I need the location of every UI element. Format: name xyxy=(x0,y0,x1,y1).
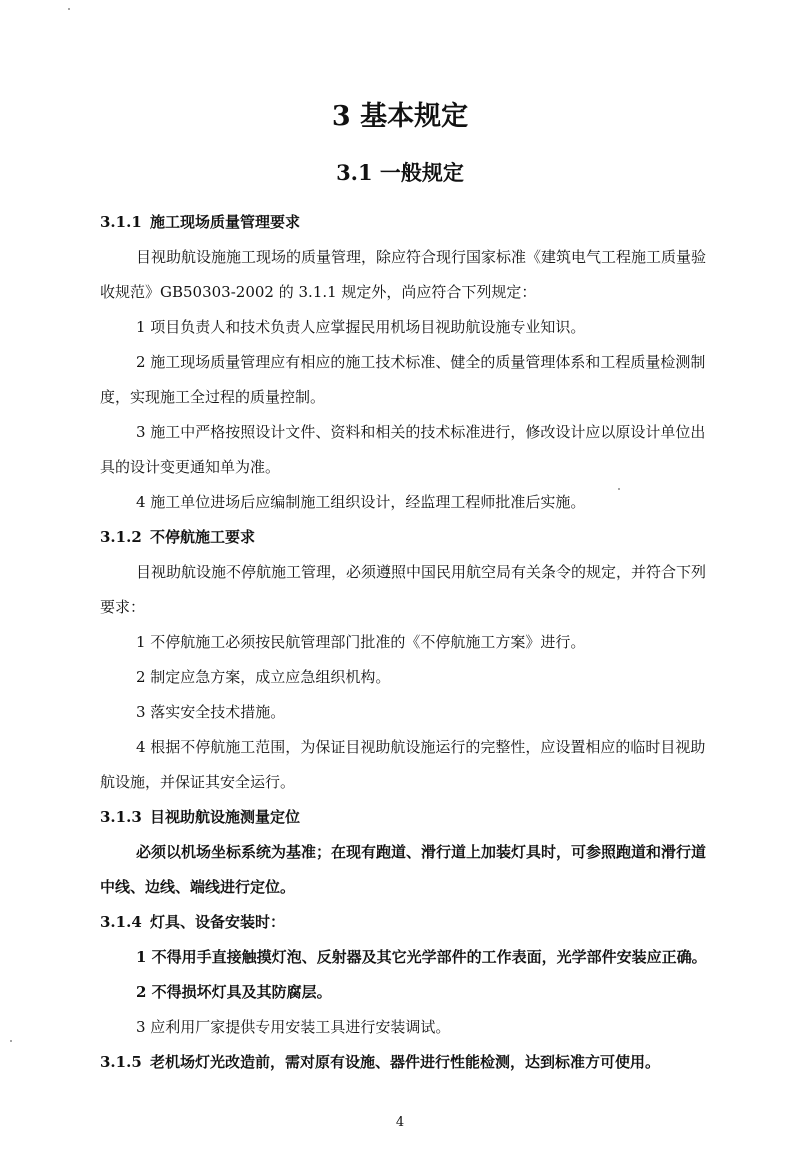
clause-heading xyxy=(100,807,300,827)
paragraph-line: 必须以机场坐标系统为基准；在现有跑道、滑行道上加装灯具时，可参照跑道和滑行道 xyxy=(136,843,707,861)
paragraph-line: 目视助航设施不停航施工管理，必须遵照中国民用航空局有关条令的规定，并符合下列 xyxy=(136,563,707,581)
list-item: 1 不停航施工必须按民航管理部门批准的《不停航施工方案》进行。 xyxy=(136,633,586,651)
list-item-continued: 具的设计变更通知单为准。 xyxy=(100,458,281,476)
paragraph-line: 要求： xyxy=(100,598,146,616)
clause-number: 3.1.2 xyxy=(100,528,142,546)
clause-heading xyxy=(100,912,285,932)
clause-heading xyxy=(100,527,255,547)
list-item: 1 项目负责人和技术负责人应掌握民用机场目视助航设施专业知识。 xyxy=(136,318,586,336)
scan-speck xyxy=(10,1040,12,1042)
chapter-title: 3 基本规定 xyxy=(331,101,469,132)
section-title: 3.1 一般规定 xyxy=(336,160,464,185)
paragraph-line: 收规范》GB50303-2002 的 3.1.1 规定外，尚应符合下列规定： xyxy=(100,283,537,301)
clause-title: 目视助航设施测量定位 xyxy=(150,808,301,826)
list-item-continued: 度，实现施工全过程的质量控制。 xyxy=(100,388,326,406)
clause-title: 不停航施工要求 xyxy=(150,528,256,546)
clause-number: 3.1.5 xyxy=(100,1053,142,1071)
list-item: 2 不得损坏灯具及其防腐层。 xyxy=(136,983,332,1001)
list-item: 1 不得用手直接触摸灯泡、反射器及其它光学部件的工作表面，光学部件安装应正确。 xyxy=(136,948,707,966)
clause-heading xyxy=(100,1052,660,1072)
paragraph-line: 目视助航设施施工现场的质量管理，除应符合现行国家标准《建筑电气工程施工质量验 xyxy=(136,248,707,266)
clause-heading xyxy=(100,212,300,232)
page-number: 4 xyxy=(395,1115,405,1130)
paragraph-line: 中线、边线、端线进行定位。 xyxy=(100,878,296,896)
list-item: 3 施工中严格按照设计文件、资料和相关的技术标准进行，修改设计应以原设计单位出 xyxy=(136,423,706,441)
clause-number: 3.1.3 xyxy=(100,808,142,826)
list-item: 2 施工现场质量管理应有相应的施工技术标准、健全的质量管理体系和工程质量检测制 xyxy=(136,353,706,371)
clause-number: 3.1.1 xyxy=(100,213,142,231)
clause-title: 施工现场质量管理要求 xyxy=(150,213,301,231)
list-item-continued: 航设施，并保证其安全运行。 xyxy=(100,773,296,791)
list-item: 3 应利用厂家提供专用安装工具进行安装调试。 xyxy=(136,1018,451,1036)
list-item: 2 制定应急方案，成立应急组织机构。 xyxy=(136,668,391,686)
clause-number: 3.1.4 xyxy=(100,913,142,931)
clause-title: 老机场灯光改造前，需对原有设施、器件进行性能检测，达到标准方可使用。 xyxy=(150,1053,661,1071)
clause-title: 灯具、设备安装时： xyxy=(150,913,286,931)
list-item: 4 施工单位进场后应编制施工组织设计，经监理工程师批准后实施。 xyxy=(136,493,586,511)
list-item: 3 落实安全技术措施。 xyxy=(136,703,286,721)
list-item: 4 根据不停航施工范围，为保证目视助航设施运行的完整性，应设置相应的临时目视助 xyxy=(136,738,706,756)
scan-speck xyxy=(68,8,70,10)
scan-speck xyxy=(618,488,620,490)
